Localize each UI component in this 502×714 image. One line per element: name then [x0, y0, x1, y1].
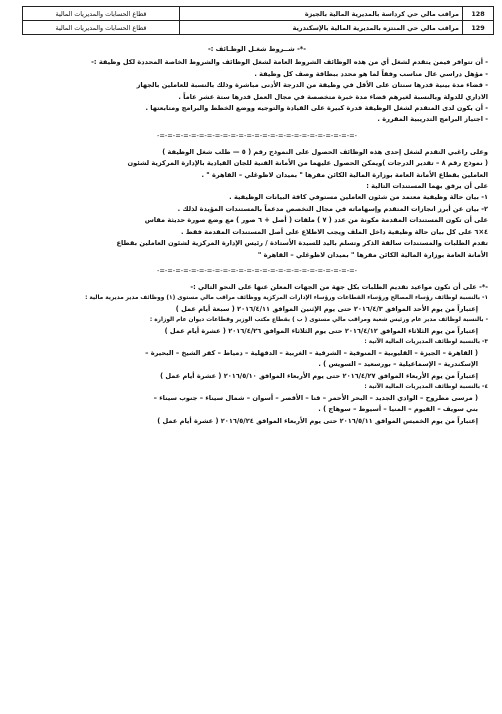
schedule-governorates-line: ( القاهرة – الجيزة – القليوبية – المنوفية – الشرقية – الغربية – الدقهلية – دمياط – كفر الشيخ – البحيرة –	[145, 348, 478, 357]
note-line: تقدم الطلبات والمستندات سالفة الذكر وتسلم باليد للسيدة الأستاذة / رئيس الإدارة المركزية لشئون العاملين بقطاع	[116, 239, 488, 248]
documents-heading: على أن يرفق بهما المستندات التالية :	[366, 182, 488, 191]
document-item: ٢- بيان عن أبرز انجازات المتقدم وإسهاماته في مجال التخصص مدعماً بالمستندات المؤيدة لذلك .	[177, 204, 488, 213]
section-divider: -=-=-=-=-=-=-=-=-=-=-=-=-=-=-=-=-=-=-=-=-=-=-=-=-=-	[157, 131, 357, 140]
schedule-governorates-line: الإسكندرية – الإسماعيلية – بورسعيد – السويس ) .	[318, 360, 478, 369]
note-line: ٤×٦ على كل بيان حالة وظيفية داخل الملف ويجب الاطلاع على أصل المستندات المقدمة فقط .	[181, 227, 488, 236]
header-title-cell: مراقب مالي حي المنتزه بالمديرية المالية بالإسكندرية	[180, 21, 463, 35]
schedule-item-title: ٤- بالنسبة لوظائف المديريات المالية الآتية :	[364, 384, 488, 391]
schedule-date-line: إعتباراً من يوم الأربعاء الموافق ٢٠١٦/٤/٢٧ حتى يوم الأربعاء الموافق ٢٠١٦/٥/١٠ ( عشرة أيام عمل )	[160, 371, 478, 380]
schedule-item-title: - بالنسبة لوظائف مدير عام ورئيس شعبة ومراقب مالي مستوى ( ب ) بقطاع مكتب الوزير وقطاعات ديوان عام الوزارة :	[149, 317, 488, 324]
section-divider: -=-=-=-=-=-=-=-=-=-=-=-=-=-=-=-=-=-=-=-=-=-=-=-=-=-	[157, 266, 357, 275]
apply-line: ( نموذج رقم ٨ – تقدير الدرجات )ويمكن الحصول عليهما من الأمانة الفنية للجان القيادية بالإدارة المركزية لشئون	[127, 159, 488, 168]
condition-line: - أن تتوافر فيمن يتقدم لشغل أي من هذه الوظائف الشروط العامة لشغل الوظائف والشروط الخاصة المحددة لكل وظيفة :-	[91, 58, 488, 67]
condition-line: - اجتياز البرامج التدريبية المقررة .	[377, 115, 488, 124]
condition-line: - مؤهل دراسي عال مناسب وفقاً لما هو محدد ببطاقة وصف كل وظيفة .	[254, 69, 488, 78]
schedule-governorates-line: ( مرسى مطروح – الوادي الجديد – البحر الأحمر – قنا – الأقصر – أسوان – شمال سيناء – جنوب سيناء –	[153, 393, 478, 402]
header-number-cell: 129	[463, 21, 494, 35]
condition-line: - أن يكون لدى المتقدم لشغل الوظيفة قدرة كبيرة على القيادة والتوجيه ووضع الخطط والبرامج ومتابعتها .	[145, 104, 488, 113]
document-item: ١- بيان حالة وظيفية معتمد من شئون العاملين مستوفي كافة البيانات الوظيفية .	[229, 193, 488, 202]
note-line: على أن تكون المستندات المقدمة مكونة من عدد ( ٧ ) ملفات ( أصل + ٦ صور ) مع وضع صورة حديثة مقاس	[144, 216, 488, 225]
schedule-governorates-line: بني سويف – الفيوم – المنيا – أسيوط – سوهاج ) .	[318, 405, 478, 414]
conditions-heading: -*- شــروط شغـل الوظـائف :-	[207, 45, 306, 53]
header-table	[22, 6, 494, 35]
header-row	[23, 7, 494, 21]
header-title-cell: مراقب مالي حي كرداسة بالمديرية المالية بالجيزة	[180, 7, 463, 21]
header-row	[23, 21, 494, 35]
condition-line: الاداري للدولة وبالنسبة لغيرهم قضاء مدة خبرة متخصصة في مجال العمل قدرها ستة عشر عاماً .	[178, 92, 488, 101]
schedule-date-line: إعتباراً من يوم الثلاثاء الموافق ٢٠١٦/٤/١٢ حتى يوم الثلاثاء الموافق ٢٠١٦/٤/٢٦ ( عشرة أيام عمل )	[164, 326, 478, 335]
apply-line: وعلى راغبي التقدم لشغل إحدى هذه الوظائف الحصول على النموذج رقم ( ٥ — طلب شغل الوظيفة )	[162, 147, 488, 156]
schedule-item-title: ٣- بالنسبة لوظائف المديريات المالية الآتية :	[364, 339, 488, 346]
apply-line: العاملين بقطاع الأمانة العامة بوزارة المالية الكائن مقرها " بميدان لاظوغلي – القاهرة " .	[201, 170, 488, 179]
header-number-cell: 128	[463, 7, 494, 21]
condition-line: - قضاء مدة بينية قدرها سنتان على الأقل في وظيفة من الدرجة الأدنى مباشرة وذلك بالنسبة للعاملين بالجهاز	[136, 81, 488, 90]
schedule-item-title: ١- بالنسبة لوظائف رؤساء المصالح ورؤساء القطاعات ورؤساء الإدارات المركزية ووظائف مراقب مالي مستوى (١) ووظائف مدير مديرية مالية :	[85, 295, 488, 302]
header-section-cell: قطاع الحسابات والمديريات المالية	[23, 21, 180, 35]
schedule-date-line: إعتباراً من يوم الأحد الموافق ٢٠١٦/٤/٣ حتى يوم الإثنين الموافق ٢٠١٦/٤/١١ ( سبعة أيام عمل )	[175, 304, 478, 313]
document-body	[26, 44, 488, 427]
schedule-heading: -*- على أن تكون مواعيد تقديم الطلبات بكل جهة من الجهات المعلن عنها على النحو التالي :-	[190, 282, 488, 291]
header-section-cell: قطاع الحسابات والمديريات المالية	[23, 7, 180, 21]
schedule-date-line: إعتباراً من يوم الخميس الموافق ٢٠١٦/٥/١١ حتى يوم الأربعاء الموافق ٢٠١٦/٥/٢٤ ( عشرة أيام عمل )	[157, 416, 478, 425]
note-line: الأمانة العامة بوزارة المالية الكائن مقرها " بميدان لاظوغلي – القاهرة "	[257, 250, 488, 259]
